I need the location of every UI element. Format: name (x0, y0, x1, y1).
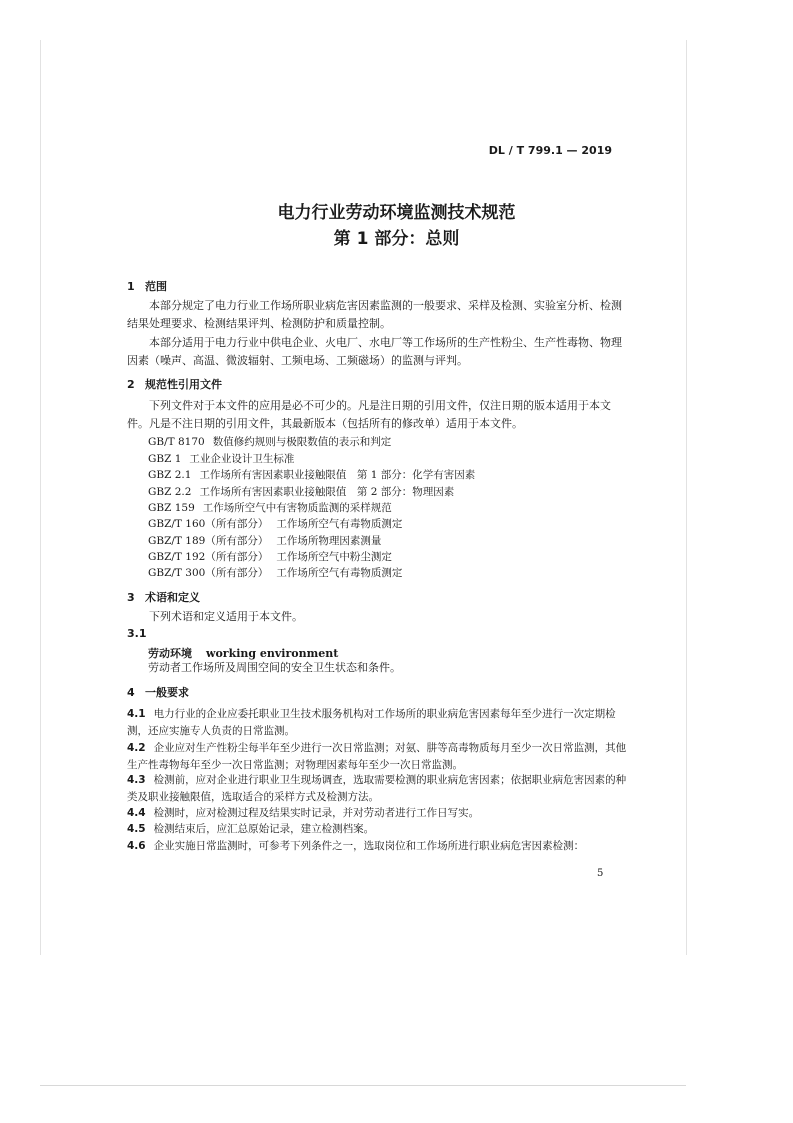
section-4-heading (127, 684, 189, 700)
section-1-paragraph-2: 本部分适用于电力行业中供电企业、火电厂、水电厂等工作场所的生产性粉尘、生产性毒物、物理因素（噪声、高温、微波辐射、工频电场、工频磁场）的监测与评判。 (127, 336, 622, 367)
reference-code: GBZ/T 189（所有部分） (148, 535, 269, 547)
item-number: 4.2 (127, 742, 146, 754)
reference-item (148, 434, 391, 449)
reference-title: 工作场所空气有毒物质测定 (276, 518, 403, 530)
item-text: 检测时，应对检测过程及结果实时记录，并对劳动者进行工作日写实。 (153, 807, 480, 819)
document-title: 电力行业劳动环境监测技术规范 (277, 203, 516, 223)
section-1-heading (127, 278, 167, 294)
reference-code: GBZ 2.1 (148, 469, 192, 481)
reference-item (148, 516, 402, 531)
section-title: 规范性引用文件 (145, 378, 222, 391)
reference-item (148, 451, 294, 466)
item-number: 4.6 (127, 840, 146, 852)
term-chinese: 劳动环境 (148, 647, 192, 660)
section-1-paragraph-1: 本部分规定了电力行业工作场所职业病危害因素监测的一般要求、采样及检测、实验室分析、检测结果处理要求、检测结果评判、检测防护和质量控制。 (127, 299, 622, 330)
section-title: 范围 (145, 280, 167, 293)
section-number: 4 (127, 686, 135, 699)
left-margin-line (40, 40, 41, 955)
requirement-item (127, 821, 632, 838)
term-english: working environment (206, 647, 339, 660)
item-number: 4.5 (127, 823, 146, 835)
document-subtitle: 第 1 部分：总则 (333, 229, 460, 249)
reference-title: 工作场所空气中粉尘测定 (276, 551, 392, 563)
clause-number: 3.1 (127, 627, 147, 640)
reference-item (148, 467, 475, 482)
section-number: 1 (127, 280, 135, 293)
item-number: 4.1 (127, 708, 146, 720)
requirement-item (127, 805, 632, 822)
standard-code: DL / T 799.1 — 2019 (488, 144, 612, 157)
section-3-paragraph: 下列术语和定义适用于本文件。 (149, 610, 303, 623)
section-number: 3 (127, 591, 135, 604)
reference-title: 工业企业设计卫生标准 (189, 453, 295, 465)
reference-title: 工作场所空气中有害物质监测的采样规范 (202, 502, 392, 514)
reference-code: GBZ 2.2 (148, 486, 192, 498)
item-number: 4.4 (127, 807, 146, 819)
section-3-heading (127, 589, 200, 605)
bottom-divider (40, 1085, 686, 1086)
requirement-item (127, 740, 632, 774)
reference-item (148, 549, 392, 564)
reference-title: 数值修约规则与极限数值的表示和判定 (212, 436, 392, 448)
section-2-heading (127, 376, 222, 392)
item-number: 4.3 (127, 774, 146, 786)
reference-title: 工作场所有害因素职业接触限值 第 1 部分：化学有害因素 (199, 469, 476, 481)
right-margin-line (686, 40, 687, 955)
requirement-item (127, 706, 632, 740)
reference-code: GBZ 159 (148, 502, 195, 514)
item-text: 检测结束后，应汇总原始记录，建立检测档案。 (153, 823, 375, 835)
reference-item (148, 484, 454, 499)
section-2-paragraph: 下列文件对于本文件的应用是必不可少的。凡是注日期的引用文件，仅注日期的版本适用于本文件。凡是不注日期的引用文件，其最新版本（包括所有的修改单）适用于本文件。 (127, 399, 611, 430)
reference-title: 工作场所有害因素职业接触限值 第 2 部分：物理因素 (199, 486, 455, 498)
reference-item (148, 500, 392, 515)
requirement-item (127, 838, 632, 855)
reference-code: GBZ/T 300（所有部分） (148, 567, 269, 579)
reference-code: GBZ/T 192（所有部分） (148, 551, 269, 563)
section-title: 一般要求 (145, 686, 189, 699)
item-text: 企业应对生产性粉尘每半年至少进行一次日常监测；对氨、肼等高毒物质每月至少一次日常监测，其他生产性毒物每年至少一次日常监测；对物理因素每年至少一次日常监测。 (127, 742, 627, 771)
reference-title: 工作场所物理因素测量 (276, 535, 382, 547)
reference-code: GB/T 8170 (148, 436, 205, 448)
reference-code: GBZ/T 160（所有部分） (148, 518, 269, 530)
term-definition: 劳动者工作场所及周围空间的安全卫生状态和条件。 (148, 661, 401, 674)
item-text: 企业实施日常监测时，可参考下列条件之一，选取岗位和工作场所进行职业病危害因素检测： (153, 840, 585, 852)
reference-title: 工作场所空气有毒物质测定 (276, 567, 403, 579)
reference-item (148, 533, 381, 548)
section-number: 2 (127, 378, 135, 391)
page-number: 5 (597, 868, 604, 879)
item-text: 检测前，应对企业进行职业卫生现场调查，选取需要检测的职业病危害因素；依据职业病危害因素的种类及职业接触限值，选取适合的采样方式及检测方法。 (127, 774, 627, 803)
reference-code: GBZ 1 (148, 453, 182, 465)
reference-item (148, 565, 402, 580)
requirement-item (127, 772, 632, 806)
section-title: 术语和定义 (145, 591, 200, 604)
item-text: 电力行业的企业应委托职业卫生技术服务机构对工作场所的职业病危害因素每年至少进行一次定期检测，还应实施专人负责的日常监测。 (127, 708, 616, 737)
